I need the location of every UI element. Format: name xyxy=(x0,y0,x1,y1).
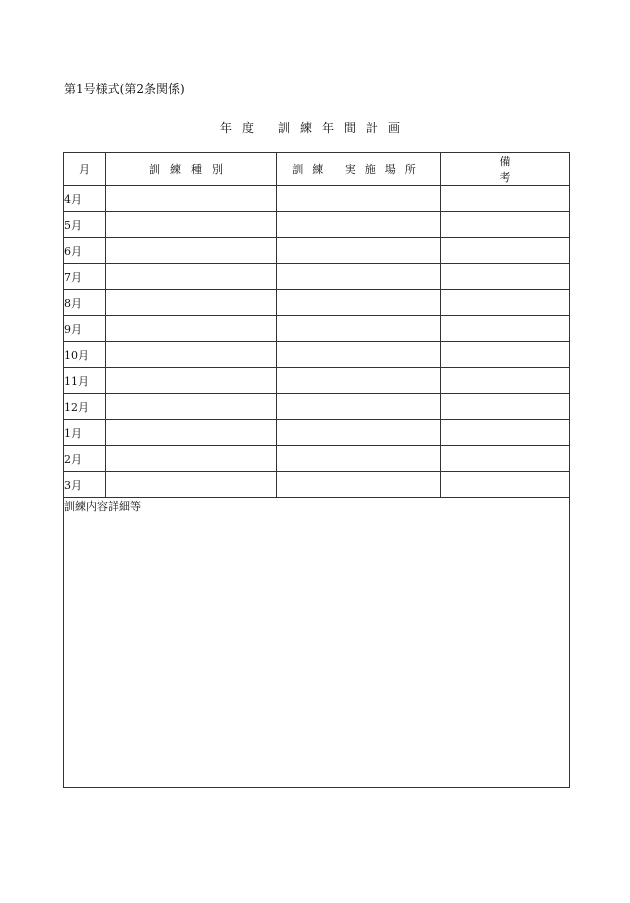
training-place-cell[interactable] xyxy=(277,342,441,368)
header-training-type: 訓練種別 xyxy=(106,153,277,186)
notes-cell[interactable] xyxy=(441,316,570,342)
training-type-cell[interactable] xyxy=(106,368,277,394)
notes-cell[interactable] xyxy=(441,290,570,316)
training-type-cell[interactable] xyxy=(106,394,277,420)
training-place-cell[interactable] xyxy=(277,420,441,446)
training-details-area[interactable] xyxy=(64,498,570,788)
training-type-cell[interactable] xyxy=(106,472,277,498)
training-type-cell[interactable] xyxy=(106,212,277,238)
header-notes: 備考 xyxy=(441,153,570,186)
training-place-cell[interactable] xyxy=(277,186,441,212)
notes-cell[interactable] xyxy=(441,212,570,238)
training-plan-table xyxy=(63,152,570,788)
training-place-cell[interactable] xyxy=(277,264,441,290)
table-row xyxy=(64,264,570,290)
month-cell: 4月 xyxy=(64,186,106,212)
training-type-cell[interactable] xyxy=(106,316,277,342)
table-row xyxy=(64,420,570,446)
training-place-cell[interactable] xyxy=(277,316,441,342)
training-place-cell[interactable] xyxy=(277,212,441,238)
table-row xyxy=(64,290,570,316)
table-row xyxy=(64,368,570,394)
month-cell: 10月 xyxy=(64,342,106,368)
month-cell: 6月 xyxy=(64,238,106,264)
table-row xyxy=(64,186,570,212)
form-number: 第1号様式(第2条関係) xyxy=(64,82,185,96)
training-place-cell[interactable] xyxy=(277,446,441,472)
training-type-cell[interactable] xyxy=(106,264,277,290)
training-type-cell[interactable] xyxy=(106,420,277,446)
training-type-cell[interactable] xyxy=(106,446,277,472)
training-type-cell[interactable] xyxy=(106,290,277,316)
notes-cell[interactable] xyxy=(441,264,570,290)
training-type-cell[interactable] xyxy=(106,238,277,264)
training-place-cell[interactable] xyxy=(277,290,441,316)
training-type-cell[interactable] xyxy=(106,342,277,368)
notes-cell[interactable] xyxy=(441,394,570,420)
month-cell: 12月 xyxy=(64,394,106,420)
notes-cell[interactable] xyxy=(441,368,570,394)
month-cell: 1月 xyxy=(64,420,106,446)
table-row xyxy=(64,342,570,368)
document-title xyxy=(0,119,630,136)
training-place-cell[interactable] xyxy=(277,368,441,394)
header-training-place: 訓練 実施場所 xyxy=(277,153,441,186)
table-row xyxy=(64,394,570,420)
training-place-cell[interactable] xyxy=(277,394,441,420)
month-cell: 11月 xyxy=(64,368,106,394)
month-cell: 3月 xyxy=(64,472,106,498)
table-row xyxy=(64,446,570,472)
notes-cell[interactable] xyxy=(441,186,570,212)
table-row xyxy=(64,472,570,498)
month-cell: 2月 xyxy=(64,446,106,472)
notes-cell[interactable] xyxy=(441,238,570,264)
training-details-label: 訓練内容詳細等 xyxy=(64,500,141,513)
details-row xyxy=(64,498,570,788)
notes-cell[interactable] xyxy=(441,472,570,498)
training-place-cell[interactable] xyxy=(277,238,441,264)
month-cell: 5月 xyxy=(64,212,106,238)
table-row xyxy=(64,316,570,342)
table-row xyxy=(64,212,570,238)
title-plan-label: 訓練年間計画 xyxy=(278,121,411,135)
notes-cell[interactable] xyxy=(441,342,570,368)
training-place-cell[interactable] xyxy=(277,472,441,498)
training-type-cell[interactable] xyxy=(106,186,277,212)
notes-cell[interactable] xyxy=(441,420,570,446)
notes-cell[interactable] xyxy=(441,446,570,472)
table-row xyxy=(64,238,570,264)
month-cell: 7月 xyxy=(64,264,106,290)
header-month: 月 xyxy=(64,153,106,186)
title-year-label: 年度 xyxy=(219,121,264,135)
header-row xyxy=(64,153,570,186)
month-cell: 8月 xyxy=(64,290,106,316)
month-cell: 9月 xyxy=(64,316,106,342)
